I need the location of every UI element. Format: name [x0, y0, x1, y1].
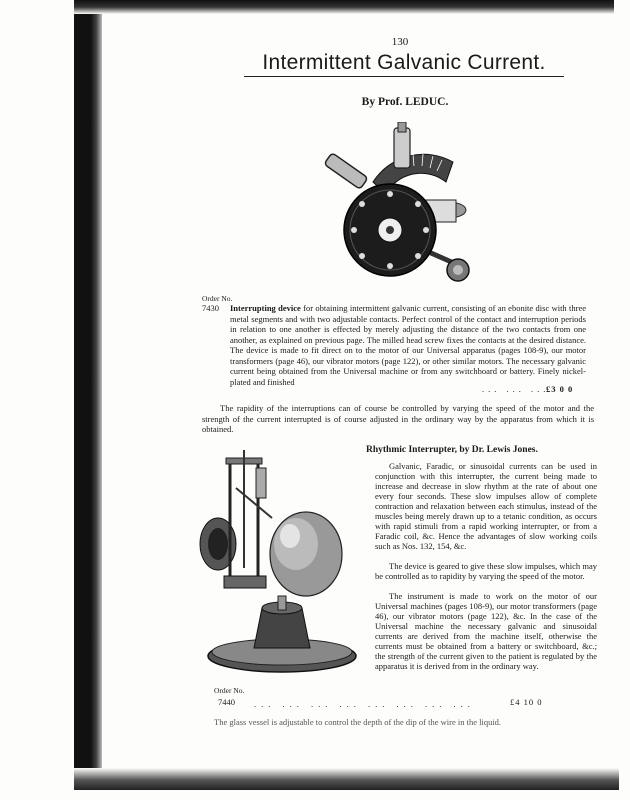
order-number: 7430 [202, 303, 219, 313]
byline: By Prof. LEDUC. [361, 96, 449, 108]
order-no-label: Order No. [214, 686, 245, 695]
order-number: 7440 [218, 697, 235, 707]
rhythmic-interrupter-illustration [196, 448, 368, 676]
price: £4 10 0 [510, 697, 543, 707]
order-no-label: Order No. [202, 294, 233, 303]
page-title: Intermittent Galvanic Current. [244, 51, 564, 77]
paragraph: The device is geared to give these slow impulses, which may be controlled as to rapidity by varying the speed of the motor. [375, 561, 597, 581]
top-edge-shadow [74, 0, 614, 14]
rapidity-paragraph: The rapidity of the interruptions can of course be controlled by varying the speed of the motor and the strength of the current interrupted is of course adjusted in the ordinary way by the apparatus from which it is obtained. [202, 403, 594, 434]
price: £3 0 0 [546, 384, 574, 394]
rhythmic-interrupter-price-line [214, 697, 594, 709]
leader-dots: ... ... ... ... ... ... ... ... [254, 699, 475, 709]
page-number: 130 [391, 36, 409, 48]
item-name: Interrupting device [230, 303, 301, 313]
leader-dots: ... ... ... [482, 384, 550, 394]
paragraph: The instrument is made to work on the motor of our Universal machines (pages 108-9), our motor transformers (page 46), our vibrator motors (page 122), &c. In the case of the Universal machine the necessary galvanic and sinusoidal currents are derived from the machine itself, otherwise the currents must be obtained from a battery or switchboard, &c.; the strength of the current given to the patient is regulated by the apparatus it is derived from in the ordinary way. [375, 591, 597, 671]
binding-shadow [74, 0, 102, 790]
item-description: for obtaining intermittent galvanic current, consisting of an ebonite disc with three metal segments and with two adjustable contacts. Perfect control of the contact and interruption periods in relation to one another is effected by merely adjusting the distance of the two contacts from one another, as explained on previous page. The milled head screw fixes the contacts at the desired distance. The device is made to fit direct on to the motor of our Universal apparatus (pages 108-9), our motor transformers (page 46), our vibrator motors (page 122), or other similar motors. The necessary galvanic current being obtained from the Universal machine or from any switchboard or battery. Finely nickel-plated and finished [230, 303, 587, 387]
paragraph: Galvanic, Faradic, or sinusoidal currents can be used in conjunction with this interrupter, the current being made to increase and decrease in slow rhythm at the rate of about one every four seconds. These slow impulses allow of complete contraction and relaxation between each stimulus, instead of the muscles being merely drawn up to a tetanic condition, as occurs with rapid stimuli from a rapid working interrupter, or from a Faradic coil, &c. Hence the advantages of slow working coils such as Nos. 132, 154, &c. [375, 461, 597, 551]
interrupting-device-illustration [318, 122, 478, 292]
price-line [230, 384, 592, 396]
footnote: The glass vessel is adjustable to control the depth of the dip of the wire in the liquid. [214, 717, 502, 727]
rhythmic-interrupter-description [375, 461, 597, 681]
bottom-edge-shadow [74, 768, 619, 790]
rhythmic-interrupter-heading: Rhythmic Interrupter, by Dr. Lewis Jones. [366, 445, 538, 455]
